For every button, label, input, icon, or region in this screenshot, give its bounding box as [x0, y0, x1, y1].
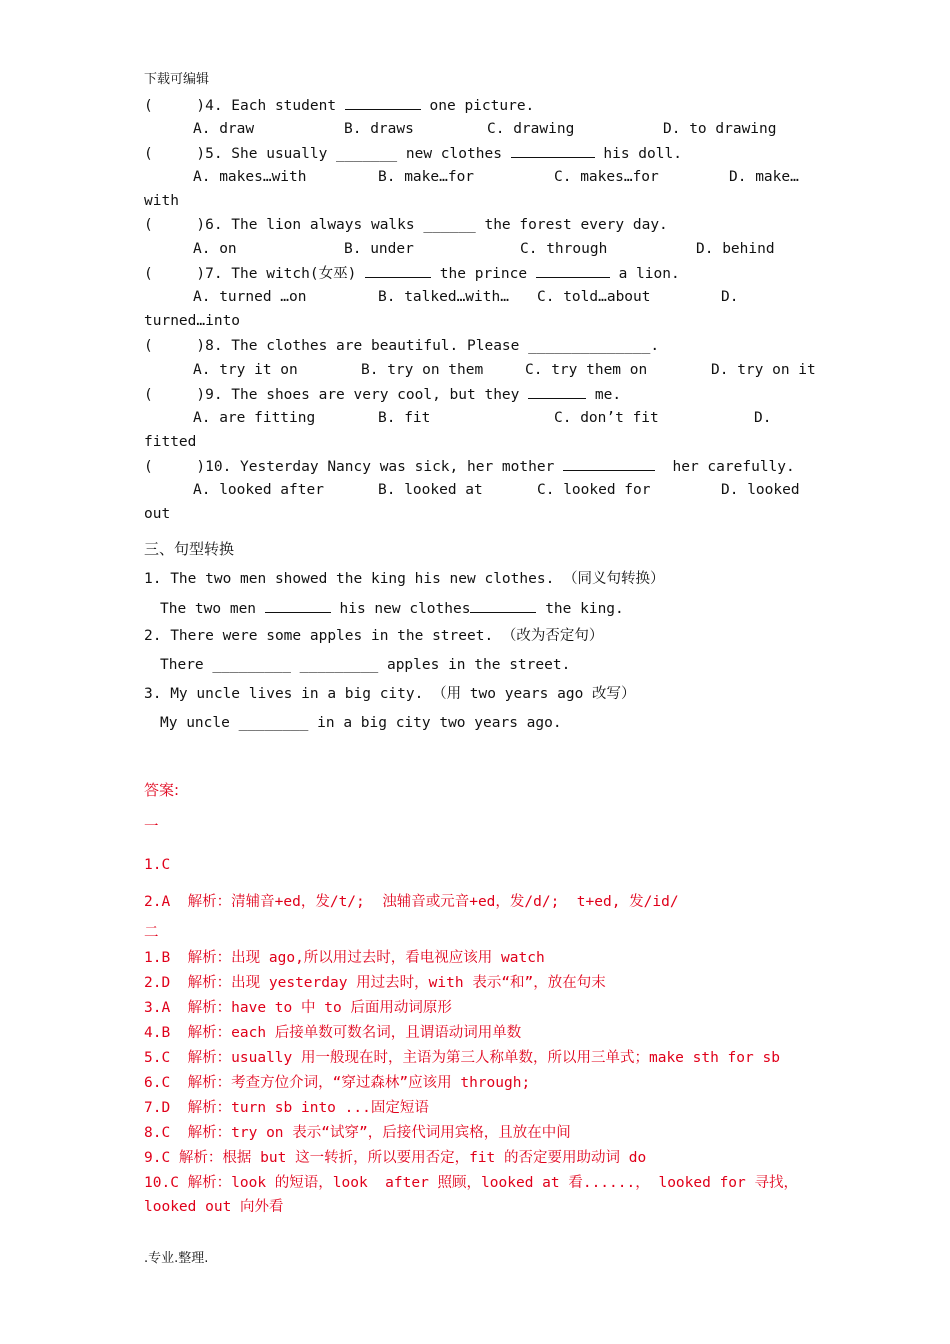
answer-blank: [470, 598, 536, 613]
answer-blank: [265, 598, 331, 613]
answers-part-1: 一: [144, 819, 159, 835]
answer-2-7: 7.D 解析：turn sb into ...固定短语: [144, 1100, 429, 1116]
answer-2-5: 5.C 解析：usually 用一般现在时，主语为第三人称单数，所以用三单式；make sth for sb: [144, 1050, 780, 1066]
q6-option-a: A. on: [193, 241, 237, 257]
q9-option-d-wrap: fitted: [144, 434, 197, 450]
q4-option-a: A. draw: [193, 121, 255, 137]
q5-option-a: A. makes…with: [193, 169, 307, 185]
q8-option-a: A. try it on: [193, 362, 298, 378]
answer-2-2: 2.D 解析：出现 yesterday 用过去时，with 表示“和”，放在句末: [144, 975, 606, 991]
q10-option-c: C. looked for: [537, 482, 651, 498]
q7-option-a: A. turned …on: [193, 289, 307, 305]
transform-2: 2. There were some apples in the street. （改为否定句）: [144, 628, 604, 644]
q5-option-c: C. makes…for: [554, 169, 659, 185]
q10-option-d-wrap: out: [144, 506, 171, 522]
answer-2-9: 9.C 解析：根据 but 这一转折，所以要用否定，fit 的否定要用助动词 do: [144, 1150, 647, 1166]
question-9: ( )9. The shoes are very cool, but they me.: [144, 384, 621, 405]
answer-2-4: 4.B 解析：each 后接单数可数名词，且谓语动词用单数: [144, 1025, 522, 1041]
question-6: ( )6. The lion always walks ______ the forest every day.: [144, 217, 668, 233]
question-8: ( )8. The clothes are beautiful. Please ______________.: [144, 338, 660, 354]
answer-2-8: 8.C 解析：try on 表示“试穿”，后接代词用宾格，且放在中间: [144, 1125, 571, 1141]
question-10: ( )10. Yesterday Nancy was sick, her mother her carefully.: [144, 456, 795, 477]
answers-title: 答案:: [144, 781, 180, 799]
q9-option-c: C. don’t fit: [554, 410, 659, 426]
answer-2-10: 10.C 解析：look 的短语，look after 照顾，looked at 看......， looked for 寻找，: [144, 1175, 798, 1191]
q7-option-d: D.: [721, 289, 739, 305]
q9-option-b: B. fit: [378, 410, 431, 426]
page-footer: .专业.整理.: [144, 1251, 209, 1266]
q4-option-d: D. to drawing: [663, 121, 777, 137]
q6-option-c: C. through: [520, 241, 608, 257]
q8-option-d: D. try on it: [711, 362, 816, 378]
q4-option-c: C. drawing: [487, 121, 575, 137]
q7-option-c: C. told…about: [537, 289, 651, 305]
q6-option-d: D. behind: [696, 241, 775, 257]
page-header: 下载可编辑: [144, 72, 210, 87]
q8-option-b: B. try on them: [361, 362, 484, 378]
q9-option-a: A. are fitting: [193, 410, 316, 426]
q7-option-b: B. talked…with…: [378, 289, 509, 305]
answer-blank: [365, 263, 431, 278]
answer-2-6: 6.C 解析：考查方位介词，“穿过森林”应该用 through;: [144, 1075, 531, 1091]
question-5: ( )5. She usually _______ new clothes his doll.: [144, 143, 682, 164]
q4-option-b: B. draws: [344, 121, 414, 137]
answer-2-3: 3.A 解析：have to 中 to 后面用动词原形: [144, 1000, 452, 1016]
question-4: ( )4. Each student one picture.: [144, 95, 534, 116]
question-7: ( )7. The witch(女巫) the prince a lion.: [144, 263, 680, 284]
q10-option-a: A. looked after: [193, 482, 324, 498]
q9-option-d: D.: [754, 410, 772, 426]
transform-1-answer: The two men his new clothes the king.: [160, 598, 624, 619]
transform-3: 3. My uncle lives in a big city. （用 two years ago 改写）: [144, 686, 636, 702]
q5-option-d: D. make…: [729, 169, 799, 185]
q5-option-d-wrap: with: [144, 193, 179, 209]
q10-option-b: B. looked at: [378, 482, 483, 498]
transform-2-answer: There _________ _________ apples in the street.: [160, 657, 571, 673]
q8-option-c: C. try them on: [525, 362, 648, 378]
answer-1-1: 1.C: [144, 857, 171, 873]
q6-option-b: B. under: [344, 241, 414, 257]
q10-option-d: D. looked: [721, 482, 800, 498]
answer-2-1: 1.B 解析：出现 ago,所以用过去时，看电视应该用 watch: [144, 950, 545, 966]
transform-1: 1. The two men showed the king his new clothes. （同义句转换）: [144, 571, 665, 587]
answer-blank: [511, 143, 595, 158]
answer-blank: [536, 263, 610, 278]
q7-option-d-wrap: turned…into: [144, 313, 241, 329]
q5-option-b: B. make…for: [378, 169, 475, 185]
answers-part-2: 二: [144, 925, 159, 941]
answer-1-2: 2.A 解析：清辅音+ed，发/t/; 浊辅音或元音+ed，发/d/; t+ed, 发/id/: [144, 894, 679, 910]
section-title: 三、句型转换: [144, 540, 235, 558]
answer-blank: [345, 95, 421, 110]
answer-blank: [528, 384, 586, 399]
answer-blank: [563, 456, 655, 471]
transform-3-answer: My uncle ________ in a big city two years ago.: [160, 715, 562, 731]
answer-2-10-wrap: looked out 向外看: [144, 1199, 284, 1215]
